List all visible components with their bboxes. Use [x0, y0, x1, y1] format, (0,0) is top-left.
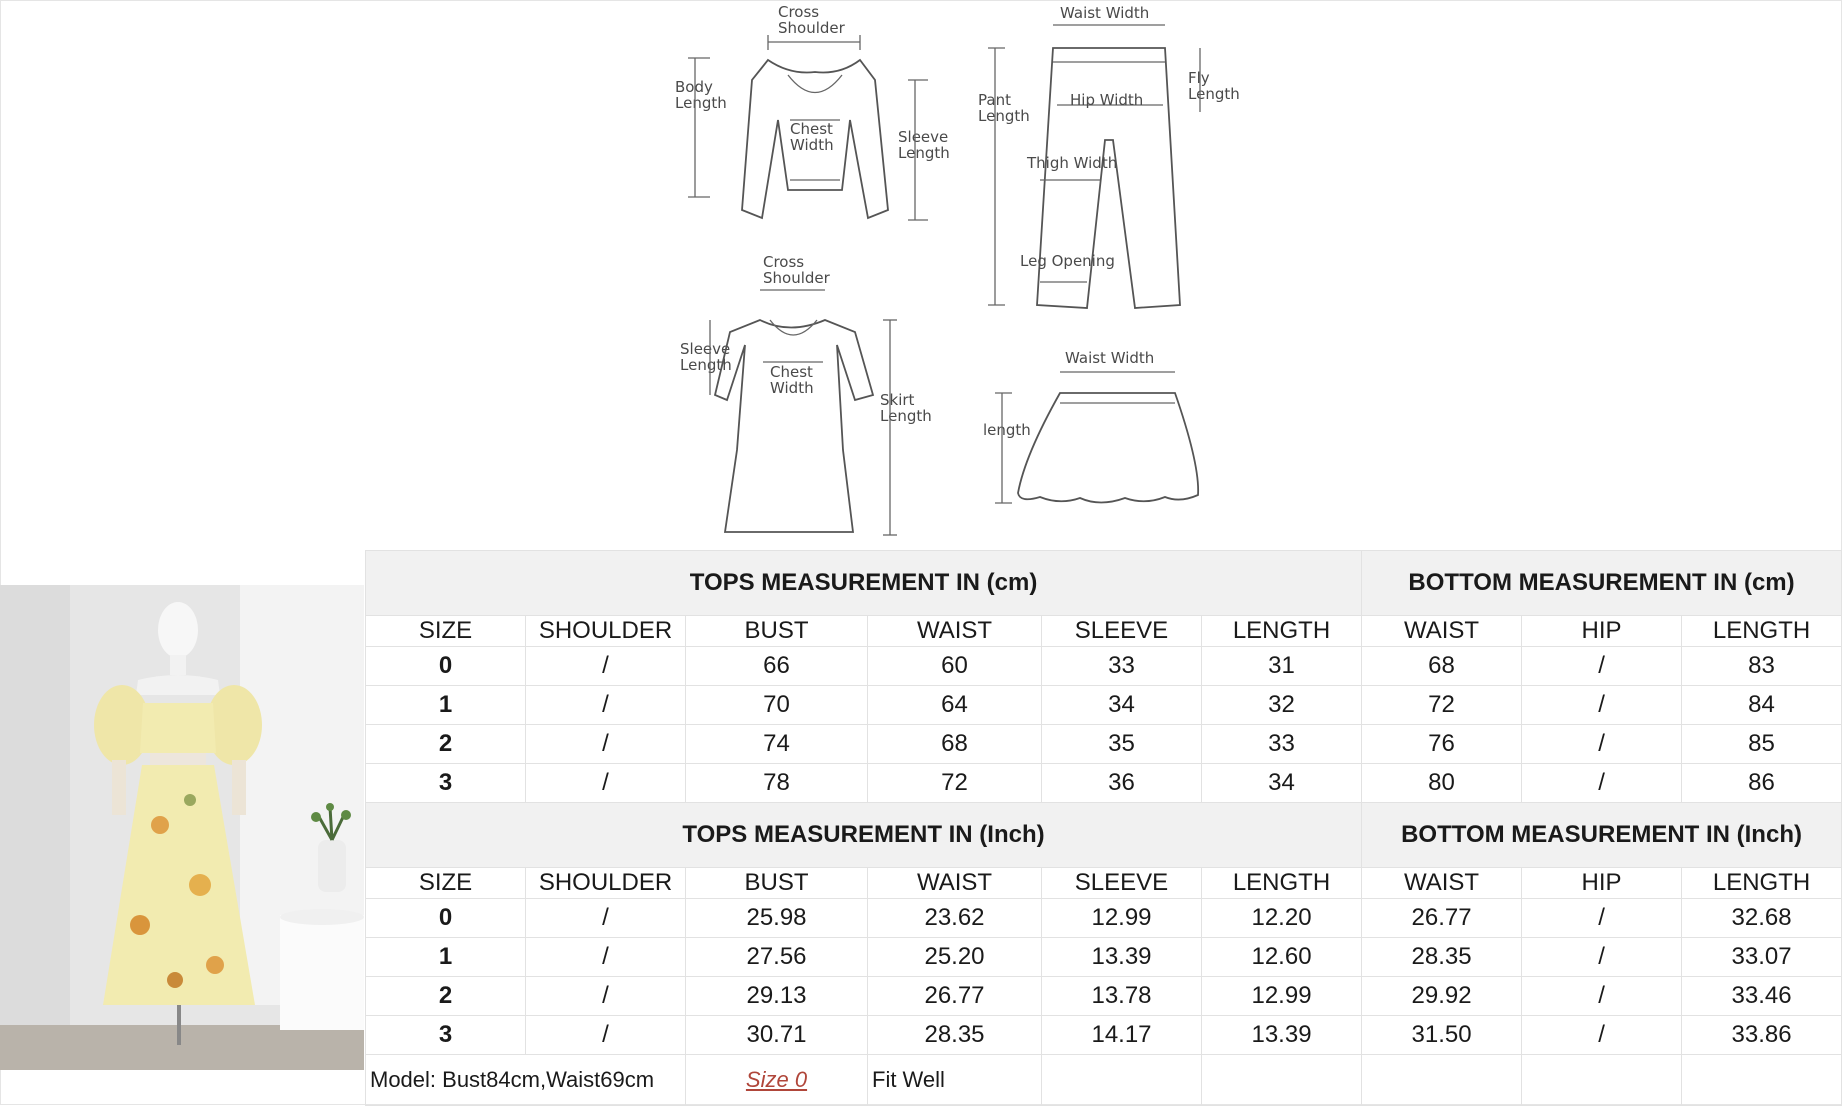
table-cell: / — [526, 977, 686, 1016]
table-cell: 74 — [686, 725, 868, 764]
table-cell: 83 — [1682, 647, 1842, 686]
size-cell: 3 — [366, 1016, 526, 1055]
table-cell: 25.98 — [686, 899, 868, 938]
table-cell: 13.78 — [1042, 977, 1202, 1016]
table-cell: 33 — [1202, 725, 1362, 764]
bottom-inch-title: BOTTOM MEASUREMENT IN (Inch) — [1362, 803, 1842, 868]
fit-note: Fit Well — [868, 1055, 1042, 1106]
table-cell: / — [526, 1016, 686, 1055]
table-cell: / — [526, 647, 686, 686]
table-cell: 27.56 — [686, 938, 868, 977]
size-cell: 3 — [366, 764, 526, 803]
svg-text:Leg Opening: Leg Opening — [1020, 252, 1115, 270]
table-row — [366, 938, 1842, 977]
svg-text:Width: Width — [790, 136, 834, 154]
table-cell: 72 — [1362, 686, 1522, 725]
table-cell: 29.92 — [1362, 977, 1522, 1016]
table-cell: 70 — [686, 686, 868, 725]
table-cell: 23.62 — [868, 899, 1042, 938]
top-measurement-diagram — [670, 0, 960, 230]
column-header: LENGTH — [1682, 616, 1842, 647]
model-measurements: Model: Bust84cm,Waist69cm — [366, 1055, 686, 1106]
table-cell: / — [526, 764, 686, 803]
table-cell: / — [1522, 725, 1682, 764]
cm-title-row — [366, 551, 1842, 616]
column-header: SIZE — [366, 868, 526, 899]
inch-title-row — [366, 803, 1842, 868]
table-cell: 30.71 — [686, 1016, 868, 1055]
table-cell: 26.77 — [1362, 899, 1522, 938]
table-cell: 36 — [1042, 764, 1202, 803]
empty-cell — [1042, 1055, 1202, 1106]
inch-column-headers — [366, 868, 1842, 899]
empty-cell — [1202, 1055, 1362, 1106]
table-cell: 12.99 — [1202, 977, 1362, 1016]
skirt-measurement-diagram — [980, 345, 1210, 515]
size-cell: 2 — [366, 725, 526, 764]
table-cell: 68 — [868, 725, 1042, 764]
svg-text:Hip Width: Hip Width — [1070, 91, 1144, 109]
size-cell: 0 — [366, 647, 526, 686]
svg-text:Sleeve: Sleeve — [898, 128, 949, 146]
table-cell: 32 — [1202, 686, 1362, 725]
svg-text:Length: Length — [898, 144, 950, 162]
column-header: LENGTH — [1682, 868, 1842, 899]
table-cell: 33.86 — [1682, 1016, 1842, 1055]
svg-text:Body: Body — [675, 78, 713, 96]
column-header: WAIST — [868, 616, 1042, 647]
table-cell: / — [1522, 764, 1682, 803]
table-cell: 25.20 — [868, 938, 1042, 977]
size-cell: 0 — [366, 899, 526, 938]
size-cell: 2 — [366, 977, 526, 1016]
svg-text:Length: Length — [675, 94, 727, 112]
table-cell: 80 — [1362, 764, 1522, 803]
svg-text:Width: Width — [770, 379, 814, 397]
table-cell: / — [1522, 1016, 1682, 1055]
table-cell: 14.17 — [1042, 1016, 1202, 1055]
table-cell: 78 — [686, 764, 868, 803]
column-header: SHOULDER — [526, 868, 686, 899]
tops-inch-title: TOPS MEASUREMENT IN (Inch) — [366, 803, 1362, 868]
table-cell: 13.39 — [1042, 938, 1202, 977]
column-header: WAIST — [1362, 616, 1522, 647]
svg-text:Fly: Fly — [1188, 69, 1210, 87]
table-cell: 33.46 — [1682, 977, 1842, 1016]
table-cell: / — [526, 725, 686, 764]
svg-text:Chest: Chest — [770, 363, 813, 381]
svg-text:Chest: Chest — [790, 120, 833, 138]
table-cell: 12.20 — [1202, 899, 1362, 938]
table-cell: 12.60 — [1202, 938, 1362, 977]
empty-cell — [1682, 1055, 1842, 1106]
table-cell: / — [526, 686, 686, 725]
table-cell: 60 — [868, 647, 1042, 686]
svg-text:Shoulder: Shoulder — [763, 269, 830, 287]
bottom-cm-title: BOTTOM MEASUREMENT IN (cm) — [1362, 551, 1842, 616]
svg-text:Skirt: Skirt — [880, 391, 915, 409]
size-cell: 1 — [366, 938, 526, 977]
table-cell: 13.39 — [1202, 1016, 1362, 1055]
svg-text:Waist Width: Waist Width — [1065, 349, 1155, 367]
table-cell: / — [526, 899, 686, 938]
table-cell: 34 — [1042, 686, 1202, 725]
svg-text:Length: Length — [880, 407, 932, 425]
size-chart-table — [365, 550, 1842, 1106]
size-cell: 1 — [366, 686, 526, 725]
table-row — [366, 725, 1842, 764]
svg-text:length: length — [983, 421, 1031, 439]
table-cell: 68 — [1362, 647, 1522, 686]
table-cell: 66 — [686, 647, 868, 686]
table-cell: 86 — [1682, 764, 1842, 803]
svg-text:Thigh Width: Thigh Width — [1027, 154, 1118, 172]
column-header: HIP — [1522, 868, 1682, 899]
svg-text:Cross: Cross — [763, 253, 805, 271]
table-cell: 34 — [1202, 764, 1362, 803]
model-size: Size 0 — [686, 1055, 868, 1106]
column-header: SIZE — [366, 616, 526, 647]
svg-text:Length: Length — [978, 107, 1030, 125]
table-cell: 31.50 — [1362, 1016, 1522, 1055]
table-cell: / — [1522, 899, 1682, 938]
table-cell: 29.13 — [686, 977, 868, 1016]
table-cell: 33 — [1042, 647, 1202, 686]
table-row — [366, 977, 1842, 1016]
table-cell: / — [1522, 938, 1682, 977]
table-row — [366, 647, 1842, 686]
table-cell: 76 — [1362, 725, 1522, 764]
pants-measurement-diagram — [975, 0, 1255, 315]
table-cell: 28.35 — [1362, 938, 1522, 977]
table-cell: 32.68 — [1682, 899, 1842, 938]
empty-cell — [1522, 1055, 1682, 1106]
table-cell: 85 — [1682, 725, 1842, 764]
column-header: SHOULDER — [526, 616, 686, 647]
svg-text:Shoulder: Shoulder — [778, 19, 845, 37]
table-cell: / — [1522, 977, 1682, 1016]
svg-text:Waist Width: Waist Width — [1060, 4, 1150, 22]
table-cell: / — [1522, 686, 1682, 725]
table-cell: 26.77 — [868, 977, 1042, 1016]
svg-text:Sleeve: Sleeve — [680, 340, 731, 358]
svg-text:Cross: Cross — [778, 3, 820, 21]
table-cell: 72 — [868, 764, 1042, 803]
table-cell: 64 — [868, 686, 1042, 725]
svg-text:Length: Length — [1188, 85, 1240, 103]
table-cell: 33.07 — [1682, 938, 1842, 977]
model-photo — [0, 585, 364, 1070]
table-cell: 28.35 — [868, 1016, 1042, 1055]
svg-text:Pant: Pant — [978, 91, 1011, 109]
column-header: SLEEVE — [1042, 616, 1202, 647]
table-cell: 35 — [1042, 725, 1202, 764]
column-header: LENGTH — [1202, 868, 1362, 899]
column-header: WAIST — [1362, 868, 1522, 899]
column-header: LENGTH — [1202, 616, 1362, 647]
table-cell: 31 — [1202, 647, 1362, 686]
dress-measurement-diagram — [675, 250, 945, 540]
column-header: WAIST — [868, 868, 1042, 899]
table-cell: 84 — [1682, 686, 1842, 725]
table-row — [366, 899, 1842, 938]
table-cell: / — [526, 938, 686, 977]
empty-cell — [1362, 1055, 1522, 1106]
cm-column-headers — [366, 616, 1842, 647]
column-header: BUST — [686, 616, 868, 647]
table-row — [366, 686, 1842, 725]
column-header: SLEEVE — [1042, 868, 1202, 899]
svg-text:Length: Length — [680, 356, 732, 374]
table-cell: / — [1522, 647, 1682, 686]
tops-cm-title: TOPS MEASUREMENT IN (cm) — [366, 551, 1362, 616]
column-header: HIP — [1522, 616, 1682, 647]
table-cell: 12.99 — [1042, 899, 1202, 938]
table-row — [366, 764, 1842, 803]
model-info-row — [366, 1055, 1842, 1106]
column-header: BUST — [686, 868, 868, 899]
table-row — [366, 1016, 1842, 1055]
